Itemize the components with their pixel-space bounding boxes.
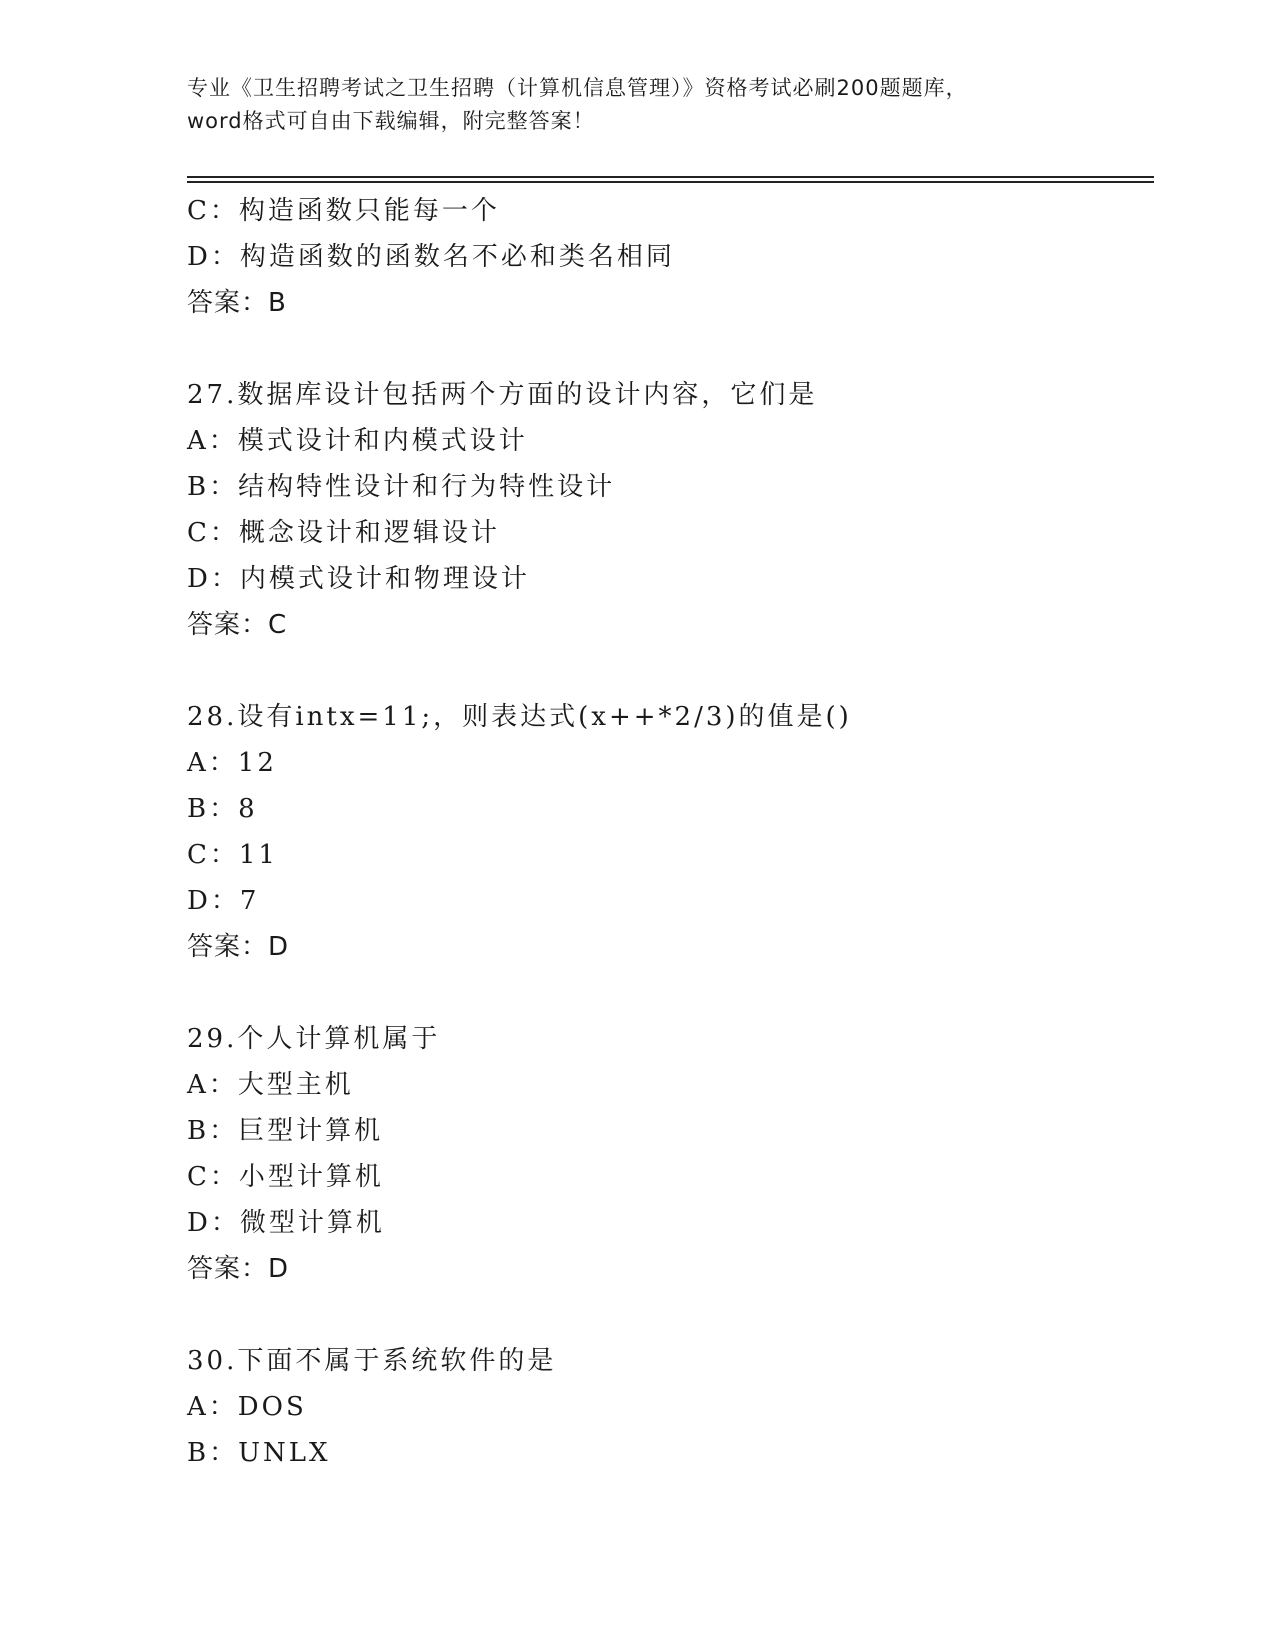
header-divider-top (187, 176, 1154, 178)
option-c: C：11 (187, 840, 278, 870)
header-title-line-1: 专业《卫生招聘考试之卫生招聘（计算机信息管理）》资格考试必刷200题题库， (187, 76, 968, 100)
answer-label: 答案： (187, 1254, 269, 1284)
spacer (187, 326, 1147, 372)
answer-line (187, 1246, 1147, 1292)
option-d: D：构造函数的函数名不必和类名相同 (187, 242, 675, 272)
question-text: 30.下面不属于系统软件的是 (187, 1346, 557, 1376)
question-block-28 (187, 694, 1147, 970)
question-block-partial (187, 188, 1147, 326)
option-b: B：8 (187, 794, 258, 824)
question-list (187, 188, 1147, 1476)
option-a: A：模式设计和内模式设计 (187, 426, 528, 456)
option-a: A：DOS (187, 1392, 307, 1422)
question-block-30 (187, 1338, 1147, 1476)
answer-value: D (268, 932, 290, 962)
spacer (187, 1292, 1147, 1338)
question-block-27 (187, 372, 1147, 648)
question-text: 29.个人计算机属于 (187, 1024, 441, 1054)
answer-label: 答案： (187, 288, 269, 318)
header-divider-bottom (187, 181, 1154, 183)
option-d: D：内模式设计和物理设计 (187, 564, 530, 594)
question-block-29 (187, 1016, 1147, 1292)
answer-value: B (268, 288, 287, 318)
answer-label: 答案： (187, 932, 269, 962)
spacer (187, 970, 1147, 1016)
answer-value: D (268, 1254, 290, 1284)
option-b: B：结构特性设计和行为特性设计 (187, 472, 616, 502)
option-b: B：巨型计算机 (187, 1116, 384, 1146)
option-d: D：7 (187, 886, 260, 916)
option-c: C：小型计算机 (187, 1162, 384, 1192)
spacer (187, 648, 1147, 694)
option-a: A：12 (187, 748, 277, 778)
option-c: C：概念设计和逻辑设计 (187, 518, 500, 548)
answer-line (187, 924, 1147, 970)
answer-value: C (268, 610, 288, 640)
answer-line (187, 280, 1147, 326)
answer-label: 答案： (187, 610, 269, 640)
option-a: A：大型主机 (187, 1070, 354, 1100)
question-text: 27.数据库设计包括两个方面的设计内容，它们是 (187, 380, 818, 410)
option-d: D：微型计算机 (187, 1208, 385, 1238)
answer-line (187, 602, 1147, 648)
document-header (187, 72, 1087, 138)
question-text: 28.设有intx=11;，则表达式(x++*2/3)的值是() (187, 702, 852, 732)
header-title-line-2: word格式可自由下载编辑，附完整答案！ (187, 109, 595, 133)
option-b: B：UNLX (187, 1438, 331, 1468)
option-c: C：构造函数只能每一个 (187, 196, 500, 226)
